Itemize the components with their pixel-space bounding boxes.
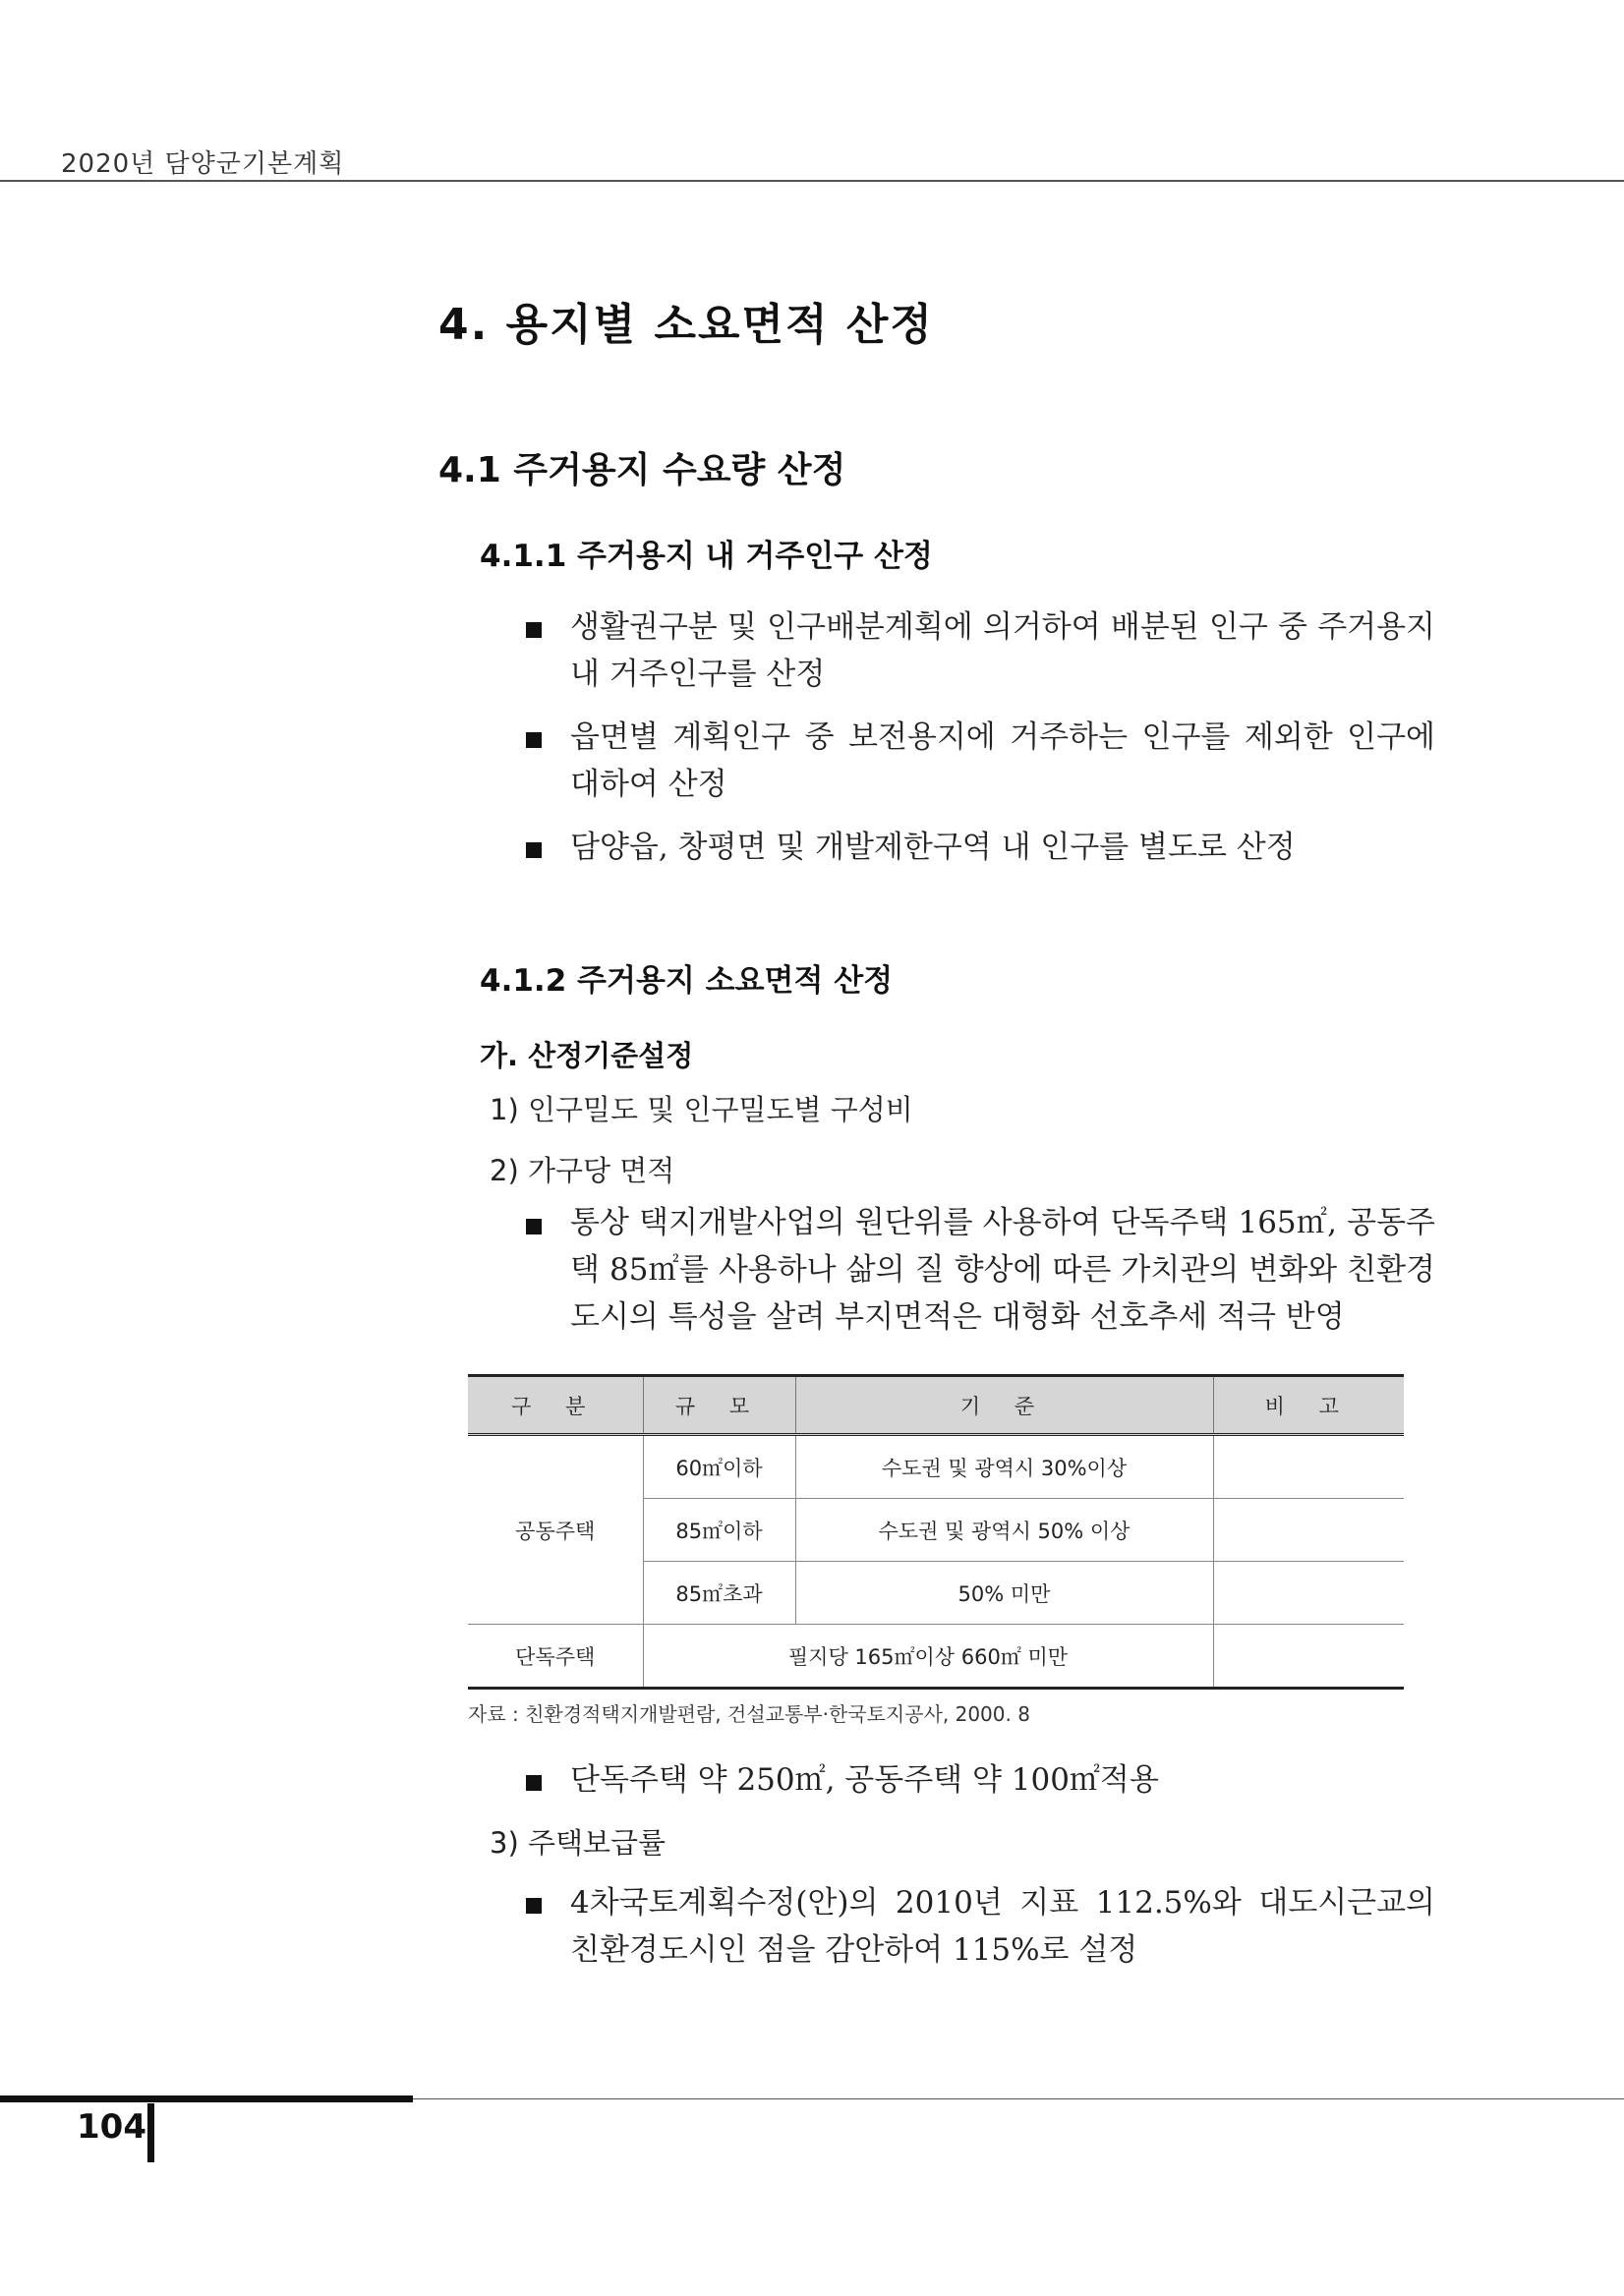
criteria-cell: 필지당 165㎡이상 660㎡ 미만 <box>643 1625 1213 1689</box>
page-number: 104 <box>77 2107 146 2147</box>
note-cell <box>1213 1435 1404 1499</box>
table-source: 자료 : 친환경적택지개발편람, 건설교통부·한국토지공사, 2000. 8 <box>468 1702 1030 1726</box>
bullet-text: 읍면별 계획인구 중 보전용지에 거주하는 인구를 제외한 인구에 대하여 산정 <box>570 719 1435 802</box>
bullet-square-icon <box>526 1898 542 1914</box>
bullet-square-icon <box>526 842 542 858</box>
table-header-cell: 규 모 <box>643 1376 795 1435</box>
list-item: 1) 인구밀도 및 인구밀도별 구성비 <box>490 1093 913 1126</box>
bullet-text: 4차국토계획수정(안)의 2010년 지표 112.5%와 대도시근교의 친환경도시인 점을 감안하여 115%로 설정 <box>570 1885 1435 1968</box>
household-area-table <box>468 1374 1404 1690</box>
heading-criteria: 가. 산정기준설정 <box>480 1039 694 1072</box>
note-cell <box>1213 1562 1404 1625</box>
page-number-bar <box>147 2103 154 2162</box>
size-cell: 60㎡이하 <box>643 1435 795 1499</box>
table-header-cell: 기 준 <box>795 1376 1213 1435</box>
category-cell: 공동주택 <box>468 1435 643 1625</box>
bullet-square-icon <box>526 1775 542 1791</box>
note-cell <box>1213 1625 1404 1689</box>
bullet-text: 담양읍, 창평면 및 개발제한구역 내 인구를 별도로 산정 <box>570 830 1296 865</box>
size-cell: 85㎡이하 <box>643 1499 795 1562</box>
header-rule <box>0 180 1624 182</box>
footer-rule-thick <box>0 2095 413 2102</box>
category-cell: 단독주택 <box>468 1625 643 1689</box>
note-cell <box>1213 1499 1404 1562</box>
bullet-text: 생활권구분 및 인구배분계획에 의거하여 배분된 인구 중 주거용지 내 거주인구를 산정 <box>570 609 1435 692</box>
criteria-cell: 수도권 및 광역시 50% 이상 <box>795 1499 1213 1562</box>
list-item: 2) 가구당 면적 <box>490 1154 675 1187</box>
criteria-cell: 50% 미만 <box>795 1562 1213 1625</box>
bullet-square-icon <box>526 1219 542 1234</box>
table-header-cell: 비 고 <box>1213 1376 1404 1435</box>
table-header-cell: 구 분 <box>468 1376 643 1435</box>
table-row <box>468 1435 1404 1499</box>
bullet-square-icon <box>526 622 542 638</box>
bullet-text: 단독주택 약 250㎡, 공동주택 약 100㎡적용 <box>570 1762 1159 1798</box>
section-title: 4. 용지별 소요면적 산정 <box>438 300 934 350</box>
bullet-text: 통상 택지개발사업의 원단위를 사용하여 단독주택 165㎡, 공동주택 85㎡를 사용하나 삶의 질 향상에 따른 가치관의 변화와 친환경도시의 특성을 살려 부지면적은 대형화 선호추세 적극 반영 <box>570 1205 1435 1335</box>
footer-rule-thin <box>413 2098 1624 2099</box>
bullet-square-icon <box>526 732 542 748</box>
table-header-row <box>468 1376 1404 1435</box>
table-row <box>468 1625 1404 1689</box>
running-header: 2020년 담양군기본계획 <box>61 149 345 179</box>
criteria-cell: 수도권 및 광역시 30%이상 <box>795 1435 1213 1499</box>
subsection-title: 4.1 주거용지 수요량 산정 <box>438 450 846 490</box>
part-title-residential-area: 4.1.2 주거용지 소요면적 산정 <box>480 963 894 999</box>
part-title-residential-population: 4.1.1 주거용지 내 거주인구 산정 <box>480 539 933 574</box>
size-cell: 85㎡초과 <box>643 1562 795 1625</box>
list-item: 3) 주택보급률 <box>490 1826 667 1860</box>
